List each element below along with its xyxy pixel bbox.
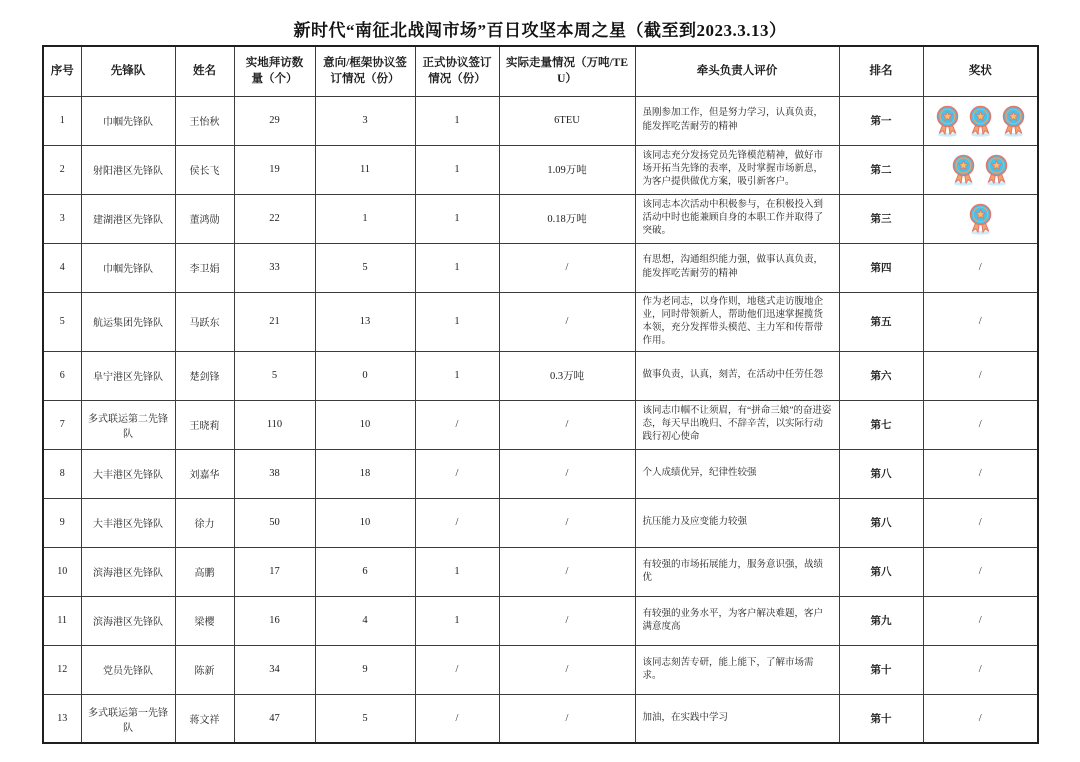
table-row <box>43 498 1038 547</box>
cell-award: / <box>923 449 1038 498</box>
cell-volume: 6TEU <box>499 96 635 145</box>
cell-intent-agreements: 6 <box>315 547 415 596</box>
cell-evaluation: 有思想，沟通组织能力强，做事认真负责，能发挥吃苦耐劳的精神 <box>635 243 839 292</box>
cell-team-name: 滨海港区先锋队 <box>81 547 175 596</box>
cell-person-name: 楚剑锋 <box>175 351 234 400</box>
cell-team-name: 滨海港区先锋队 <box>81 596 175 645</box>
header-row <box>43 46 1038 96</box>
cell-award <box>923 194 1038 243</box>
cell-award <box>923 96 1038 145</box>
cell-row-number: 8 <box>43 449 81 498</box>
cell-team-name: 巾帼先锋队 <box>81 96 175 145</box>
column-header-volume: 实际走量情况（万吨/TEU） <box>499 46 635 96</box>
cell-visit-count: 21 <box>234 292 315 351</box>
cell-volume: 0.18万吨 <box>499 194 635 243</box>
cell-intent-agreements: 5 <box>315 694 415 743</box>
table-row <box>43 596 1038 645</box>
cell-team-name: 射阳港区先锋队 <box>81 145 175 194</box>
cell-visit-count: 33 <box>234 243 315 292</box>
column-header-award: 奖状 <box>923 46 1038 96</box>
column-header-rank: 排名 <box>839 46 923 96</box>
cell-evaluation: 加油，在实践中学习 <box>635 694 839 743</box>
cell-formal-agreements: 1 <box>415 547 499 596</box>
cell-volume: / <box>499 547 635 596</box>
cell-volume: / <box>499 498 635 547</box>
cell-award: / <box>923 547 1038 596</box>
cell-formal-agreements: / <box>415 400 499 449</box>
cell-person-name: 李卫娟 <box>175 243 234 292</box>
medal-icon <box>933 104 962 138</box>
cell-volume: / <box>499 243 635 292</box>
cell-intent-agreements: 10 <box>315 498 415 547</box>
cell-rank: 第四 <box>839 243 923 292</box>
cell-intent-agreements: 3 <box>315 96 415 145</box>
cell-row-number: 2 <box>43 145 81 194</box>
cell-volume: / <box>499 645 635 694</box>
cell-row-number: 11 <box>43 596 81 645</box>
cell-row-number: 12 <box>43 645 81 694</box>
cell-volume: / <box>499 596 635 645</box>
cell-award: / <box>923 645 1038 694</box>
table-row <box>43 400 1038 449</box>
cell-volume: / <box>499 449 635 498</box>
cell-evaluation: 个人成绩优异，纪律性较强 <box>635 449 839 498</box>
page-title: 新时代“南征北战闯市场”百日攻坚本周之星（截至到2023.3.13） <box>293 21 787 40</box>
medal-icon <box>999 104 1028 138</box>
cell-intent-agreements: 11 <box>315 145 415 194</box>
cell-intent-agreements: 13 <box>315 292 415 351</box>
cell-evaluation: 该同志本次活动中积极参与，在积极投入到活动中时也能兼顾自身的本职工作并取得了突破。 <box>635 194 839 243</box>
cell-visit-count: 110 <box>234 400 315 449</box>
cell-award: / <box>923 292 1038 351</box>
cell-row-number: 4 <box>43 243 81 292</box>
cell-formal-agreements: 1 <box>415 145 499 194</box>
table-row <box>43 694 1038 743</box>
cell-award: / <box>923 498 1038 547</box>
cell-rank: 第五 <box>839 292 923 351</box>
cell-visit-count: 19 <box>234 145 315 194</box>
cell-rank: 第十 <box>839 645 923 694</box>
cell-formal-agreements: 1 <box>415 292 499 351</box>
weekly-star-table <box>42 45 1039 744</box>
cell-award: / <box>923 694 1038 743</box>
cell-evaluation: 有较强的市场拓展能力，服务意识强，战绩优 <box>635 547 839 596</box>
cell-team-name: 阜宁港区先锋队 <box>81 351 175 400</box>
cell-volume: 1.09万吨 <box>499 145 635 194</box>
cell-row-number: 13 <box>43 694 81 743</box>
cell-evaluation: 作为老同志，以身作则，地毯式走访腹地企业，同时带领新人，帮助他们迅速掌握揽货本领，充分发挥带头模范、主力军和传帮带作用。 <box>635 292 839 351</box>
table-row <box>43 194 1038 243</box>
cell-intent-agreements: 5 <box>315 243 415 292</box>
cell-person-name: 董鸿勋 <box>175 194 234 243</box>
table-row <box>43 145 1038 194</box>
column-header-name: 姓名 <box>175 46 234 96</box>
cell-visit-count: 47 <box>234 694 315 743</box>
cell-rank: 第二 <box>839 145 923 194</box>
cell-person-name: 徐力 <box>175 498 234 547</box>
cell-formal-agreements: / <box>415 449 499 498</box>
cell-formal-agreements: 1 <box>415 194 499 243</box>
cell-team-name: 巾帼先锋队 <box>81 243 175 292</box>
cell-intent-agreements: 0 <box>315 351 415 400</box>
cell-person-name: 马跃东 <box>175 292 234 351</box>
cell-award: / <box>923 596 1038 645</box>
cell-volume: / <box>499 292 635 351</box>
cell-intent-agreements: 4 <box>315 596 415 645</box>
table-row <box>43 645 1038 694</box>
table-row <box>43 96 1038 145</box>
table-row <box>43 449 1038 498</box>
cell-rank: 第一 <box>839 96 923 145</box>
cell-rank: 第八 <box>839 547 923 596</box>
cell-evaluation: 抗压能力及应变能力较强 <box>635 498 839 547</box>
cell-person-name: 刘嘉华 <box>175 449 234 498</box>
cell-rank: 第九 <box>839 596 923 645</box>
cell-rank: 第三 <box>839 194 923 243</box>
table-container <box>42 45 1037 744</box>
cell-visit-count: 16 <box>234 596 315 645</box>
table-row <box>43 351 1038 400</box>
cell-volume: 0.3万吨 <box>499 351 635 400</box>
cell-formal-agreements: 1 <box>415 243 499 292</box>
cell-rank: 第七 <box>839 400 923 449</box>
cell-row-number: 9 <box>43 498 81 547</box>
column-header-visits: 实地拜访数量（个） <box>234 46 315 96</box>
cell-rank: 第六 <box>839 351 923 400</box>
cell-evaluation: 有较强的业务水平，为客户解决难题，客户满意度高 <box>635 596 839 645</box>
cell-row-number: 5 <box>43 292 81 351</box>
cell-rank: 第十 <box>839 694 923 743</box>
medal-icon <box>966 202 995 236</box>
cell-person-name: 陈新 <box>175 645 234 694</box>
cell-visit-count: 50 <box>234 498 315 547</box>
medal-icon <box>982 153 1011 187</box>
column-header-evaluation: 牵头负责人评价 <box>635 46 839 96</box>
cell-visit-count: 34 <box>234 645 315 694</box>
table-row <box>43 243 1038 292</box>
cell-volume: / <box>499 694 635 743</box>
cell-person-name: 侯长飞 <box>175 145 234 194</box>
cell-row-number: 3 <box>43 194 81 243</box>
cell-volume: / <box>499 400 635 449</box>
cell-person-name: 高鹏 <box>175 547 234 596</box>
cell-formal-agreements: 1 <box>415 96 499 145</box>
cell-team-name: 党员先锋队 <box>81 645 175 694</box>
medal-icon <box>949 153 978 187</box>
table-body <box>43 96 1038 743</box>
cell-formal-agreements: 1 <box>415 596 499 645</box>
cell-evaluation: 该同志巾帼不让须眉，有“拼命三娘”的奋进姿态，每天早出晚归、不辞辛苦，以实际行动践行初心使命 <box>635 400 839 449</box>
cell-visit-count: 17 <box>234 547 315 596</box>
cell-team-name: 大丰港区先锋队 <box>81 498 175 547</box>
cell-row-number: 6 <box>43 351 81 400</box>
cell-evaluation: 该同志刻苦专研，能上能下，了解市场需求。 <box>635 645 839 694</box>
cell-award: / <box>923 243 1038 292</box>
cell-formal-agreements: / <box>415 645 499 694</box>
cell-rank: 第八 <box>839 449 923 498</box>
cell-rank: 第八 <box>839 498 923 547</box>
medal-icon <box>966 104 995 138</box>
table-row <box>43 292 1038 351</box>
cell-award: / <box>923 400 1038 449</box>
cell-intent-agreements: 9 <box>315 645 415 694</box>
table-row <box>43 547 1038 596</box>
cell-intent-agreements: 1 <box>315 194 415 243</box>
cell-row-number: 7 <box>43 400 81 449</box>
cell-intent-agreements: 10 <box>315 400 415 449</box>
cell-visit-count: 5 <box>234 351 315 400</box>
cell-formal-agreements: 1 <box>415 351 499 400</box>
table-header <box>43 46 1038 96</box>
cell-visit-count: 29 <box>234 96 315 145</box>
cell-team-name: 多式联运第二先锋队 <box>81 400 175 449</box>
cell-formal-agreements: / <box>415 694 499 743</box>
cell-row-number: 10 <box>43 547 81 596</box>
column-header-team: 先锋队 <box>81 46 175 96</box>
cell-person-name: 梁樱 <box>175 596 234 645</box>
cell-award <box>923 145 1038 194</box>
cell-team-name: 大丰港区先锋队 <box>81 449 175 498</box>
cell-team-name: 多式联运第一先锋队 <box>81 694 175 743</box>
column-header-formal: 正式协议签订情况（份） <box>415 46 499 96</box>
cell-formal-agreements: / <box>415 498 499 547</box>
cell-person-name: 王晓莉 <box>175 400 234 449</box>
column-header-index: 序号 <box>43 46 81 96</box>
cell-team-name: 航运集团先锋队 <box>81 292 175 351</box>
cell-award: / <box>923 351 1038 400</box>
cell-evaluation: 做事负责，认真，刻苦，在活动中任劳任怨 <box>635 351 839 400</box>
cell-visit-count: 38 <box>234 449 315 498</box>
cell-intent-agreements: 18 <box>315 449 415 498</box>
cell-visit-count: 22 <box>234 194 315 243</box>
column-header-intent: 意向/框架协议签订情况（份） <box>315 46 415 96</box>
cell-row-number: 1 <box>43 96 81 145</box>
cell-evaluation: 该同志充分发扬党员先锋模范精神，做好市场开拓当先锋的表率，及时掌握市场新息，为客户提供做优方案，吸引新客户。 <box>635 145 839 194</box>
cell-evaluation: 虽刚参加工作，但是努力学习，认真负责，能发挥吃苦耐劳的精神 <box>635 96 839 145</box>
cell-person-name: 王怡秋 <box>175 96 234 145</box>
cell-person-name: 蒋文祥 <box>175 694 234 743</box>
cell-team-name: 建湖港区先锋队 <box>81 194 175 243</box>
